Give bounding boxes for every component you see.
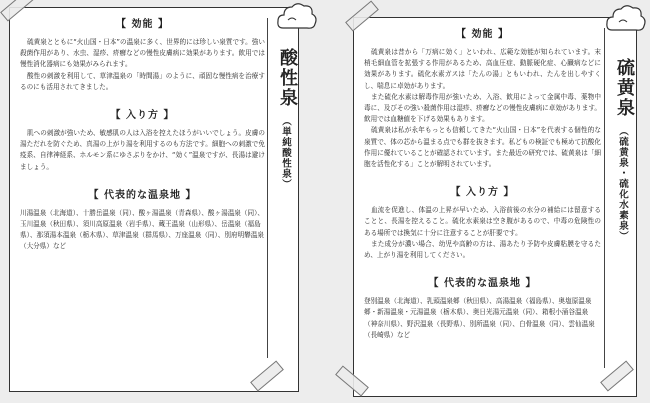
efficacy-paragraph: 酸性の刺激を利用して、草津温泉の「時間湯」のように、頑固な慢性病を治療するのにも活用されてきました。: [20, 71, 265, 91]
page-card-acidic: [9, 7, 299, 392]
springs-list: 登別温泉（北海道）、乳頭温泉郷（秋田県）、高湯温泉（福島県）、奥塩原温泉郷・新湯温泉・元湯温泉（栃木県）、奥日光湯元温泉（同）、箱根小涌谷温泉（神奈川県）、野沢温泉（長野県）、別所温泉（同）、白骨温泉（同）、雲仙温泉（長崎県）など: [364, 297, 595, 339]
spring-type-title: 硫黄泉: [614, 58, 635, 118]
springs-heading: 【 代表的な温泉地 】: [428, 278, 537, 290]
efficacy-heading: 【 効能 】: [456, 29, 509, 40]
content-column: [20, 18, 265, 253]
bathing-heading: 【 入り方 】: [110, 110, 175, 122]
page-card-sulfur: [353, 17, 637, 397]
bathing-paragraph: また成分が濃い場合、幼児や高齢の方は、湯あたり予防や皮膚粘膜を守るため、上がり湯を利用してください。: [364, 239, 601, 260]
cloud-icon: [604, 2, 648, 36]
spring-type-subtitle: （硫黄泉・硫化水素泉）: [617, 126, 628, 242]
efficacy-paragraph: 硫黄泉は昔から「万病に効く」といわれ、広範な効能が知られています。末梢毛細血管を拡張する作用があるため、高血圧症、動脈硬化症、心臓病などに効果があります。硫化水素ガスは「たんの湯」ともいわれ、たんを出しやすくし、喘息に卓効があります。: [364, 48, 601, 90]
title-sidebar: [267, 18, 298, 358]
springs-heading: 【 代表的な温泉地 】: [88, 189, 197, 201]
springs-list: 川湯温泉（北海道）、十勝岳温泉（同）、酸ヶ湯温泉（青森県）、酸ヶ湯温泉（同）、玉川温泉（秋田県）、須川高原温泉（岩手県）、蔵王温泉（山形県）、岳温泉（福島県）、那須湯本温泉（栃木県）、草津温泉（群馬県）、万座温泉（同）、別府明礬温泉（大分県）など: [20, 208, 264, 251]
bathing-paragraph: 血流を促進し、体温の上昇が早いため、入浴前後の水分の補給には留意することと、長湯を控えること。硫化水素泉は空き腹があるので、中毒の危険性のある場所では換気に十分に注意することが肝要です。: [364, 206, 601, 237]
content-column: [364, 28, 601, 341]
efficacy-paragraph: また硫化水素は解毒作用が強いため、入浴、飲用によって金属中毒、薬物中毒に、及びその強い殺菌作用は湿疹、疥癬などの慢性皮膚病に卓効があります。飲用では血糖値を下げる効果もあります。: [364, 92, 601, 124]
bathing-paragraph: 肌への刺激が強いため、敏感肌の人は入浴を控えたほうがいいでしょう。皮膚の湯ただれを防ぐため、真湯の上がり湯を利用するのも方法です。細胞への刺激で免疫系、自律神経系、ホルモン系にゆさぶりをかけ、“効く”温泉ですが、長湯は避けましょう。: [20, 129, 265, 171]
title-sidebar: [604, 28, 635, 368]
bathing-heading: 【 入り方 】: [450, 187, 515, 199]
efficacy-heading: 【 効能 】: [116, 19, 169, 30]
spring-type-subtitle: （単純酸性泉）: [280, 116, 291, 190]
cloud-icon: [275, 0, 319, 34]
spring-type-title: 酸性泉: [277, 48, 298, 108]
efficacy-paragraph: 硫黄泉は私が永年もっとも信頼してきた“火山国・日本”を代表する個性的な泉質で、体の芯から温まる点でも群を抜きます。私どもの検証でも極めて抗酸化作用に優れていることが確認されています。また最近の研究では、硫黄泉は「細胞を活性化する」ことが解明されています。: [364, 126, 601, 169]
efficacy-paragraph: 硫黄泉とともに“火山国・日本”の温泉に多く、世界的には珍しい泉質です。強い殺菌作用があり、水虫、湿疹、疥癬などの慢性皮膚病に効果があります。飲用では慢性消化器病にも効果がみられます。: [20, 38, 265, 69]
